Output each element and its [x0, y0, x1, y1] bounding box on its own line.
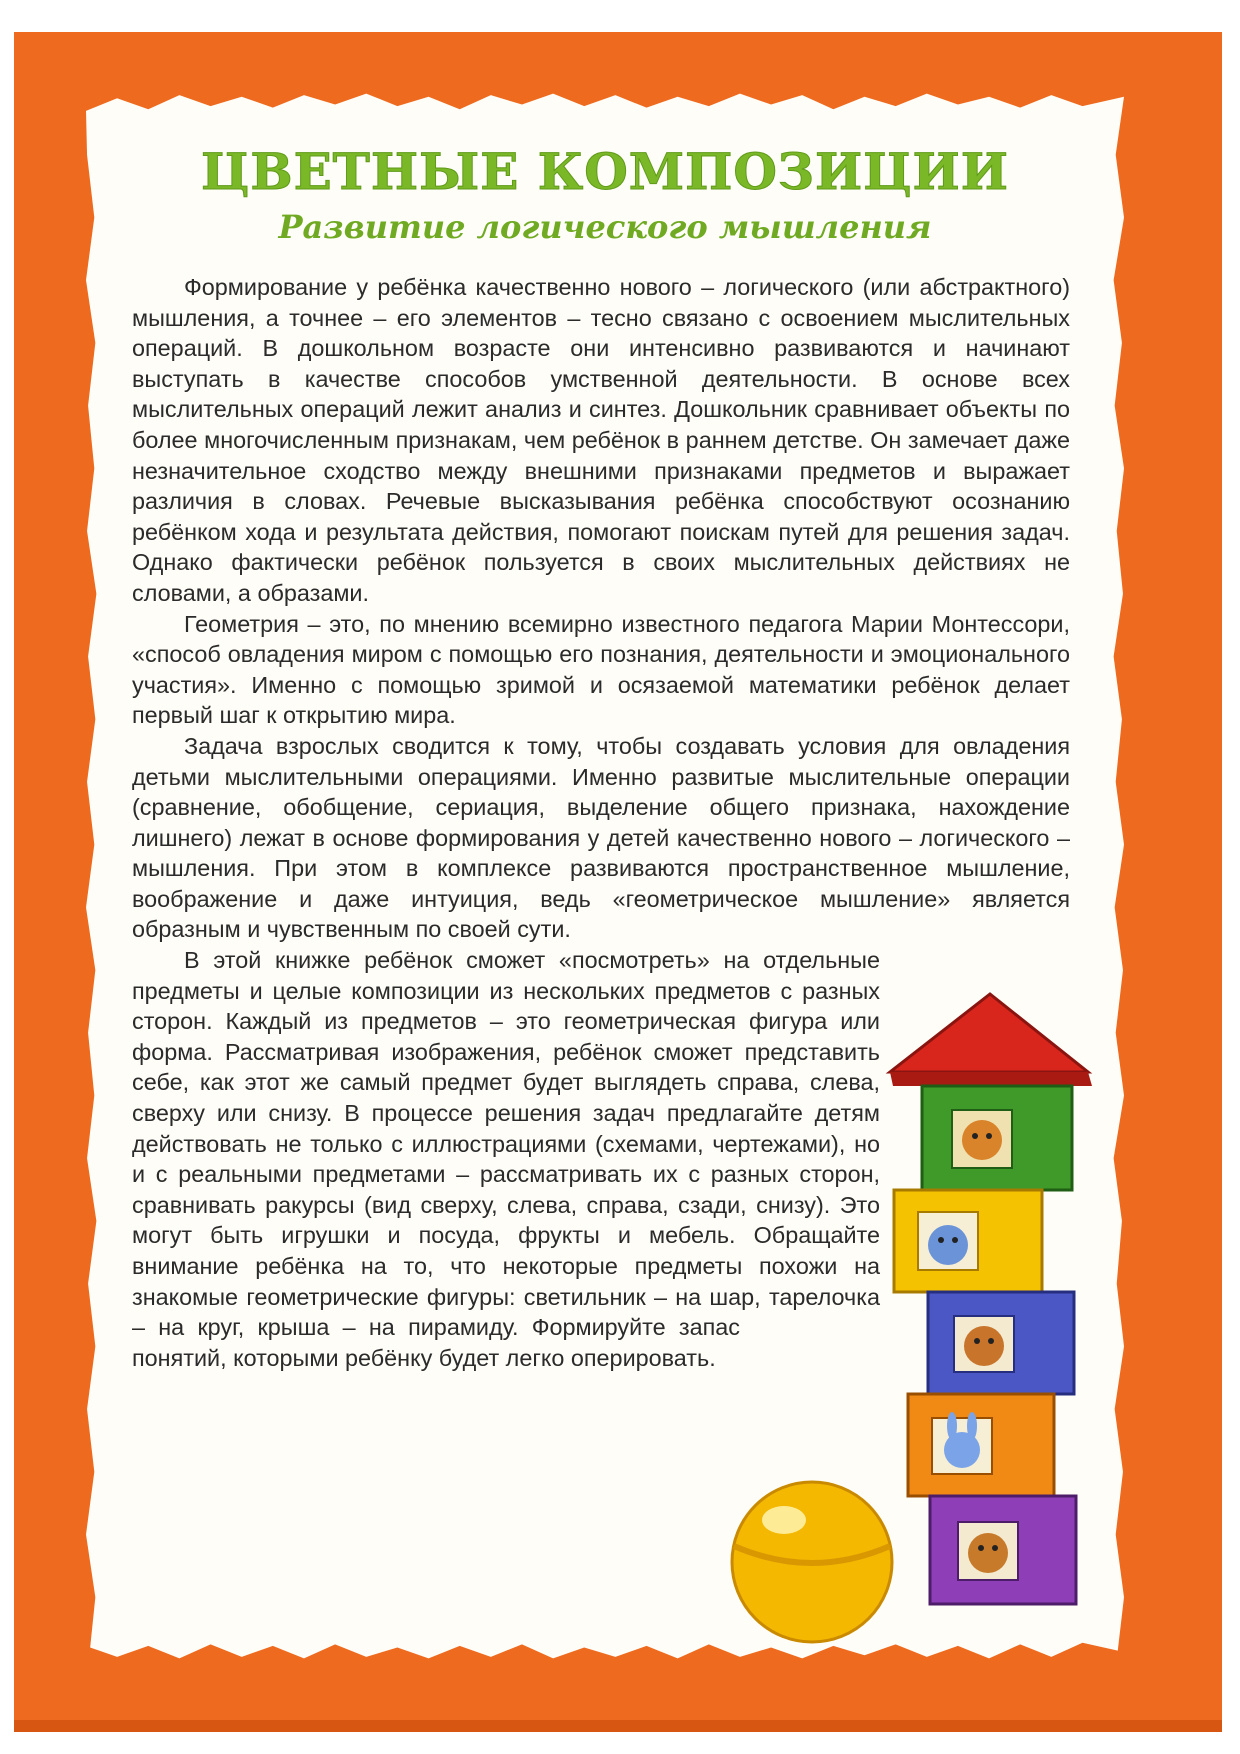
paragraph-3: Задача взрослых сводится к тому, чтобы создавать условия для овладения детьми мыслительными операциями. Именно развитые мыслительные операции (сравнение, обобщение, сериация, выделение общего признака, нахождение лишнего) лежат в основе формирования у детей качественно нового – логического – мышления. При этом в комплексе развиваются пространственное мышление, воображение и даже интуиция, ведь «геометрическое мышление» является образным и чувственным по своей сути.	[132, 732, 1070, 943]
paragraph-2: Геометрия – это, по мнению всемирно известного педагога Марии Монтессори, «способ овладения миром с помощью его познания, деятельности и эмоционального участия». Именно с помощью зримой и осязаемой математики ребёнок делает первый шаг к открытию мира.	[132, 610, 1070, 729]
frame-bottom-edge	[14, 1720, 1222, 1732]
page-subtitle: Развитие логического мышления	[278, 208, 932, 246]
paragraph-4-wrap	[132, 945, 1070, 1373]
article-body	[132, 272, 1070, 1475]
paragraph-4: В этой книжке ребёнок сможет «посмотреть» на отдельные предметы и целые композиции из нескольких предметов с разных сторон. Каждый из предметов – это геометрическая фигура или форма. Рассматривая изображения, ребёнок сможет представить себе, как этот же самый предмет будет выглядеть справа, слева, сверху или снизу. В процессе решения задач предлагайте детям действовать не только с иллюстрациями (схемами, чертежами), но и с реальными предметами – рассматривать их с разных сторон, сравнивать ракурсы (вид сверху, слева, справа, сзади, снизу). Это могут быть игрушки и посуда, фрукты и мебель. Обращайте внимание ребёнка на то, что некоторые предметы похожи на знакомые геометрические фигуры: светильник – на шар, тарелочка – на круг, крыша – на пирамиду. Формируйте запас понятий, которыми ребёнку будет легко оперировать.	[132, 947, 880, 1371]
page-title: ЦВЕТНЫЕ КОМПОЗИЦИИ	[201, 142, 1009, 201]
paragraph-1: Формирование у ребёнка качественно нового – логического (или абстрактного) мышления, а точнее – его элементов – тесно связано с освоением мыслительных операций. В дошкольном возрасте они интенсивно развиваются и начинают выступать в качестве способов умственной деятельности. В основе всех мыслительных операций лежит анализ и синтез. Дошкольник сравнивает объекты по более многочисленным признакам, чем ребёнок в раннем детстве. Он замечает даже незначительное сходство между внешними признаками предметов и выражает различия в словах. Речевые высказывания ребёнка способствуют осознанию ребёнком хода и результата действия, помогают поискам путей для решения задач. Однако фактически ребёнок пользуется в своих мыслительных действиях не словами, а образами.	[132, 274, 1070, 606]
